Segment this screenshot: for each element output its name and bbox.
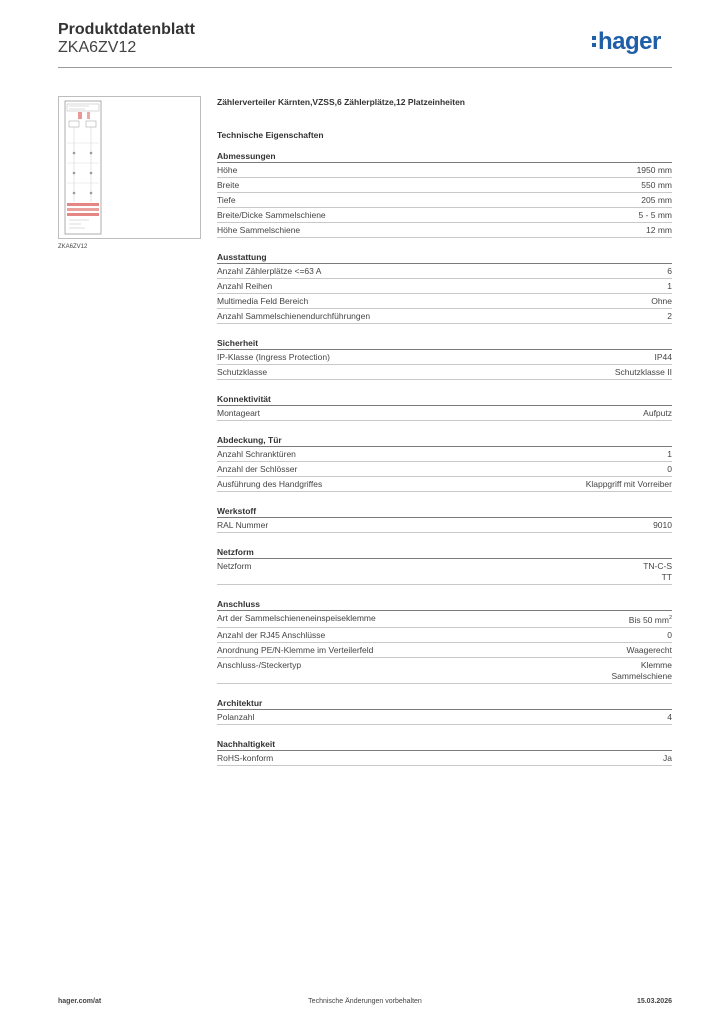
spec-value [641, 195, 672, 206]
spec-value [612, 660, 672, 682]
spec-row [217, 279, 672, 294]
spec-value [641, 180, 672, 191]
spec-label: Anordnung PE/N-Klemme im Verteilerfeld [217, 644, 374, 655]
spec-value-text: 5 - 5 mm [638, 210, 672, 220]
spec-value-text: Ja [663, 752, 672, 763]
spec-label: Polanzahl [217, 711, 255, 722]
spec-value [651, 296, 672, 307]
spec-label: Anzahl Schranktüren [217, 449, 296, 459]
spec-value [646, 225, 672, 236]
spec-row [217, 658, 672, 684]
article-number: ZKA6ZV12 [58, 39, 137, 56]
spec-label: Art der Sammelschieneneinspeiseklemme [217, 613, 376, 623]
spec-value-text: TN-C-S TT [643, 561, 672, 582]
spec-value [655, 352, 673, 363]
spec-value-text: 1 [667, 449, 672, 459]
spec-value [667, 449, 672, 460]
spec-value [653, 520, 672, 531]
spec-row [217, 462, 672, 477]
spec-label: Breite [217, 180, 240, 190]
spec-label: Schutzklasse [217, 367, 268, 377]
section-title: Konnektivität [217, 392, 672, 406]
spec-label: Multimedia Feld Bereich [217, 296, 309, 306]
spec-value [667, 712, 672, 723]
section-title: Abdeckung, Tür [217, 433, 672, 447]
spec-label: Anzahl Sammelschienendurchführungen [217, 311, 371, 321]
spec-section [217, 149, 672, 238]
spec-value [638, 210, 672, 221]
spec-label: Anzahl der Schlösser [217, 464, 298, 474]
spec-label: Netzform [217, 561, 252, 571]
spec-row [217, 309, 672, 324]
spec-value [637, 165, 672, 176]
spec-label: Anzahl Reihen [217, 281, 273, 291]
page-title: Produktdatenblatt [58, 21, 195, 38]
spec-row [217, 350, 672, 365]
header-divider [58, 67, 672, 68]
spec-label: RoHS-konform [217, 752, 274, 763]
spec-section [217, 737, 672, 766]
spec-row [217, 559, 672, 585]
spec-value [663, 753, 672, 764]
spec-label: Breite/Dicke Sammelschiene [217, 210, 326, 220]
spec-row [217, 611, 672, 628]
spec-value-text: 1950 mm [636, 165, 672, 175]
footer-disclaimer: Technische Änderungen vorbehalten [308, 998, 422, 1005]
spec-value-text: 1 [667, 281, 672, 291]
spec-value-text: 12 mm [646, 225, 672, 235]
section-title: Netzform [217, 545, 672, 559]
spec-value-text: 0 [667, 629, 672, 640]
spec-label: Anschluss-/Steckertyp [217, 659, 302, 670]
section-title: Werkstoff [217, 504, 672, 518]
spec-label: Montageart [217, 408, 260, 418]
logo-colon-icon [592, 34, 597, 48]
spec-row [217, 294, 672, 309]
spec-section [217, 545, 672, 585]
spec-value-text: Aufputz [643, 408, 672, 418]
spec-sections [217, 149, 672, 766]
section-title: Ausstattung [217, 250, 672, 264]
spec-value [629, 613, 672, 626]
spec-value-text: 550 mm [641, 180, 672, 190]
spec-row [217, 710, 672, 725]
spec-label: IP-Klasse (Ingress Protection) [217, 352, 330, 362]
spec-value-text: 205 mm [641, 195, 672, 205]
spec-value-text: 6 [667, 266, 672, 276]
spec-value [626, 645, 672, 656]
spec-section [217, 597, 672, 684]
spec-section [217, 250, 672, 324]
spec-label: Ausführung des Handgriffes [217, 479, 323, 489]
spec-value-text: 4 [667, 711, 672, 722]
spec-value-text: Ohne [651, 296, 672, 306]
spec-value-text: Waagerecht [626, 644, 672, 655]
spec-value [643, 408, 672, 419]
spec-value [586, 479, 672, 490]
spec-value-text: Klappgriff mit Vorreiber [585, 479, 672, 489]
spec-row [217, 628, 672, 643]
spec-label: Höhe [217, 165, 238, 175]
spec-value [667, 630, 672, 641]
spec-value-text: 2 [667, 311, 672, 321]
spec-row [217, 406, 672, 421]
spec-row [217, 208, 672, 223]
spec-label: Anzahl Zählerplätze <=63 A [217, 266, 322, 276]
spec-row [217, 193, 672, 208]
spec-value [643, 561, 672, 583]
tech-heading: Technische Eigenschaften [217, 130, 324, 140]
spec-value-text: Schutzklasse II [614, 367, 672, 377]
spec-value [615, 367, 672, 378]
spec-row [217, 643, 672, 658]
spec-value-text: Bis 50 mm [628, 614, 669, 625]
spec-row [217, 518, 672, 533]
spec-value [667, 281, 672, 292]
spec-section [217, 433, 672, 492]
spec-label: Anzahl der RJ45 Anschlüsse [217, 629, 326, 640]
footer-website: hager.com/at [58, 998, 102, 1005]
section-title: Anschluss [217, 597, 672, 611]
spec-row [217, 178, 672, 193]
datasheet-content [217, 96, 672, 778]
brand-logo [592, 28, 661, 56]
section-title: Architektur [217, 696, 672, 710]
spec-row [217, 223, 672, 238]
spec-row [217, 264, 672, 279]
product-image [58, 96, 201, 239]
spec-row [217, 365, 672, 380]
spec-value-text: 9010 [653, 520, 672, 530]
spec-row [217, 477, 672, 492]
brand-name: hager [598, 28, 661, 55]
cabinet-drawing-icon [59, 97, 200, 238]
image-caption: ZKA6ZV12 [58, 244, 88, 250]
spec-section [217, 696, 672, 725]
spec-section [217, 504, 672, 533]
spec-value-superscript: 2 [668, 615, 672, 621]
product-description: Zählerverteiler Kärnten,VZSS,6 Zählerplätze,12 Platzeinheiten [217, 97, 466, 107]
spec-label: Höhe Sammelschiene [217, 225, 301, 235]
spec-label: Tiefe [217, 195, 236, 205]
spec-value-text: 0 [667, 464, 672, 474]
spec-value [667, 464, 672, 475]
spec-row [217, 751, 672, 766]
spec-row [217, 163, 672, 178]
spec-value [667, 266, 672, 277]
section-title: Abmessungen [217, 149, 672, 163]
section-title: Sicherheit [217, 336, 672, 350]
spec-value-text: Klemme Sammelschiene [611, 659, 672, 681]
spec-value [667, 311, 672, 322]
spec-section [217, 392, 672, 421]
spec-value-text: IP44 [654, 352, 672, 362]
spec-section [217, 336, 672, 380]
footer-date: 15.03.2026 [636, 998, 672, 1005]
spec-row [217, 447, 672, 462]
section-title: Nachhaltigkeit [217, 737, 672, 751]
spec-label: RAL Nummer [217, 520, 269, 530]
